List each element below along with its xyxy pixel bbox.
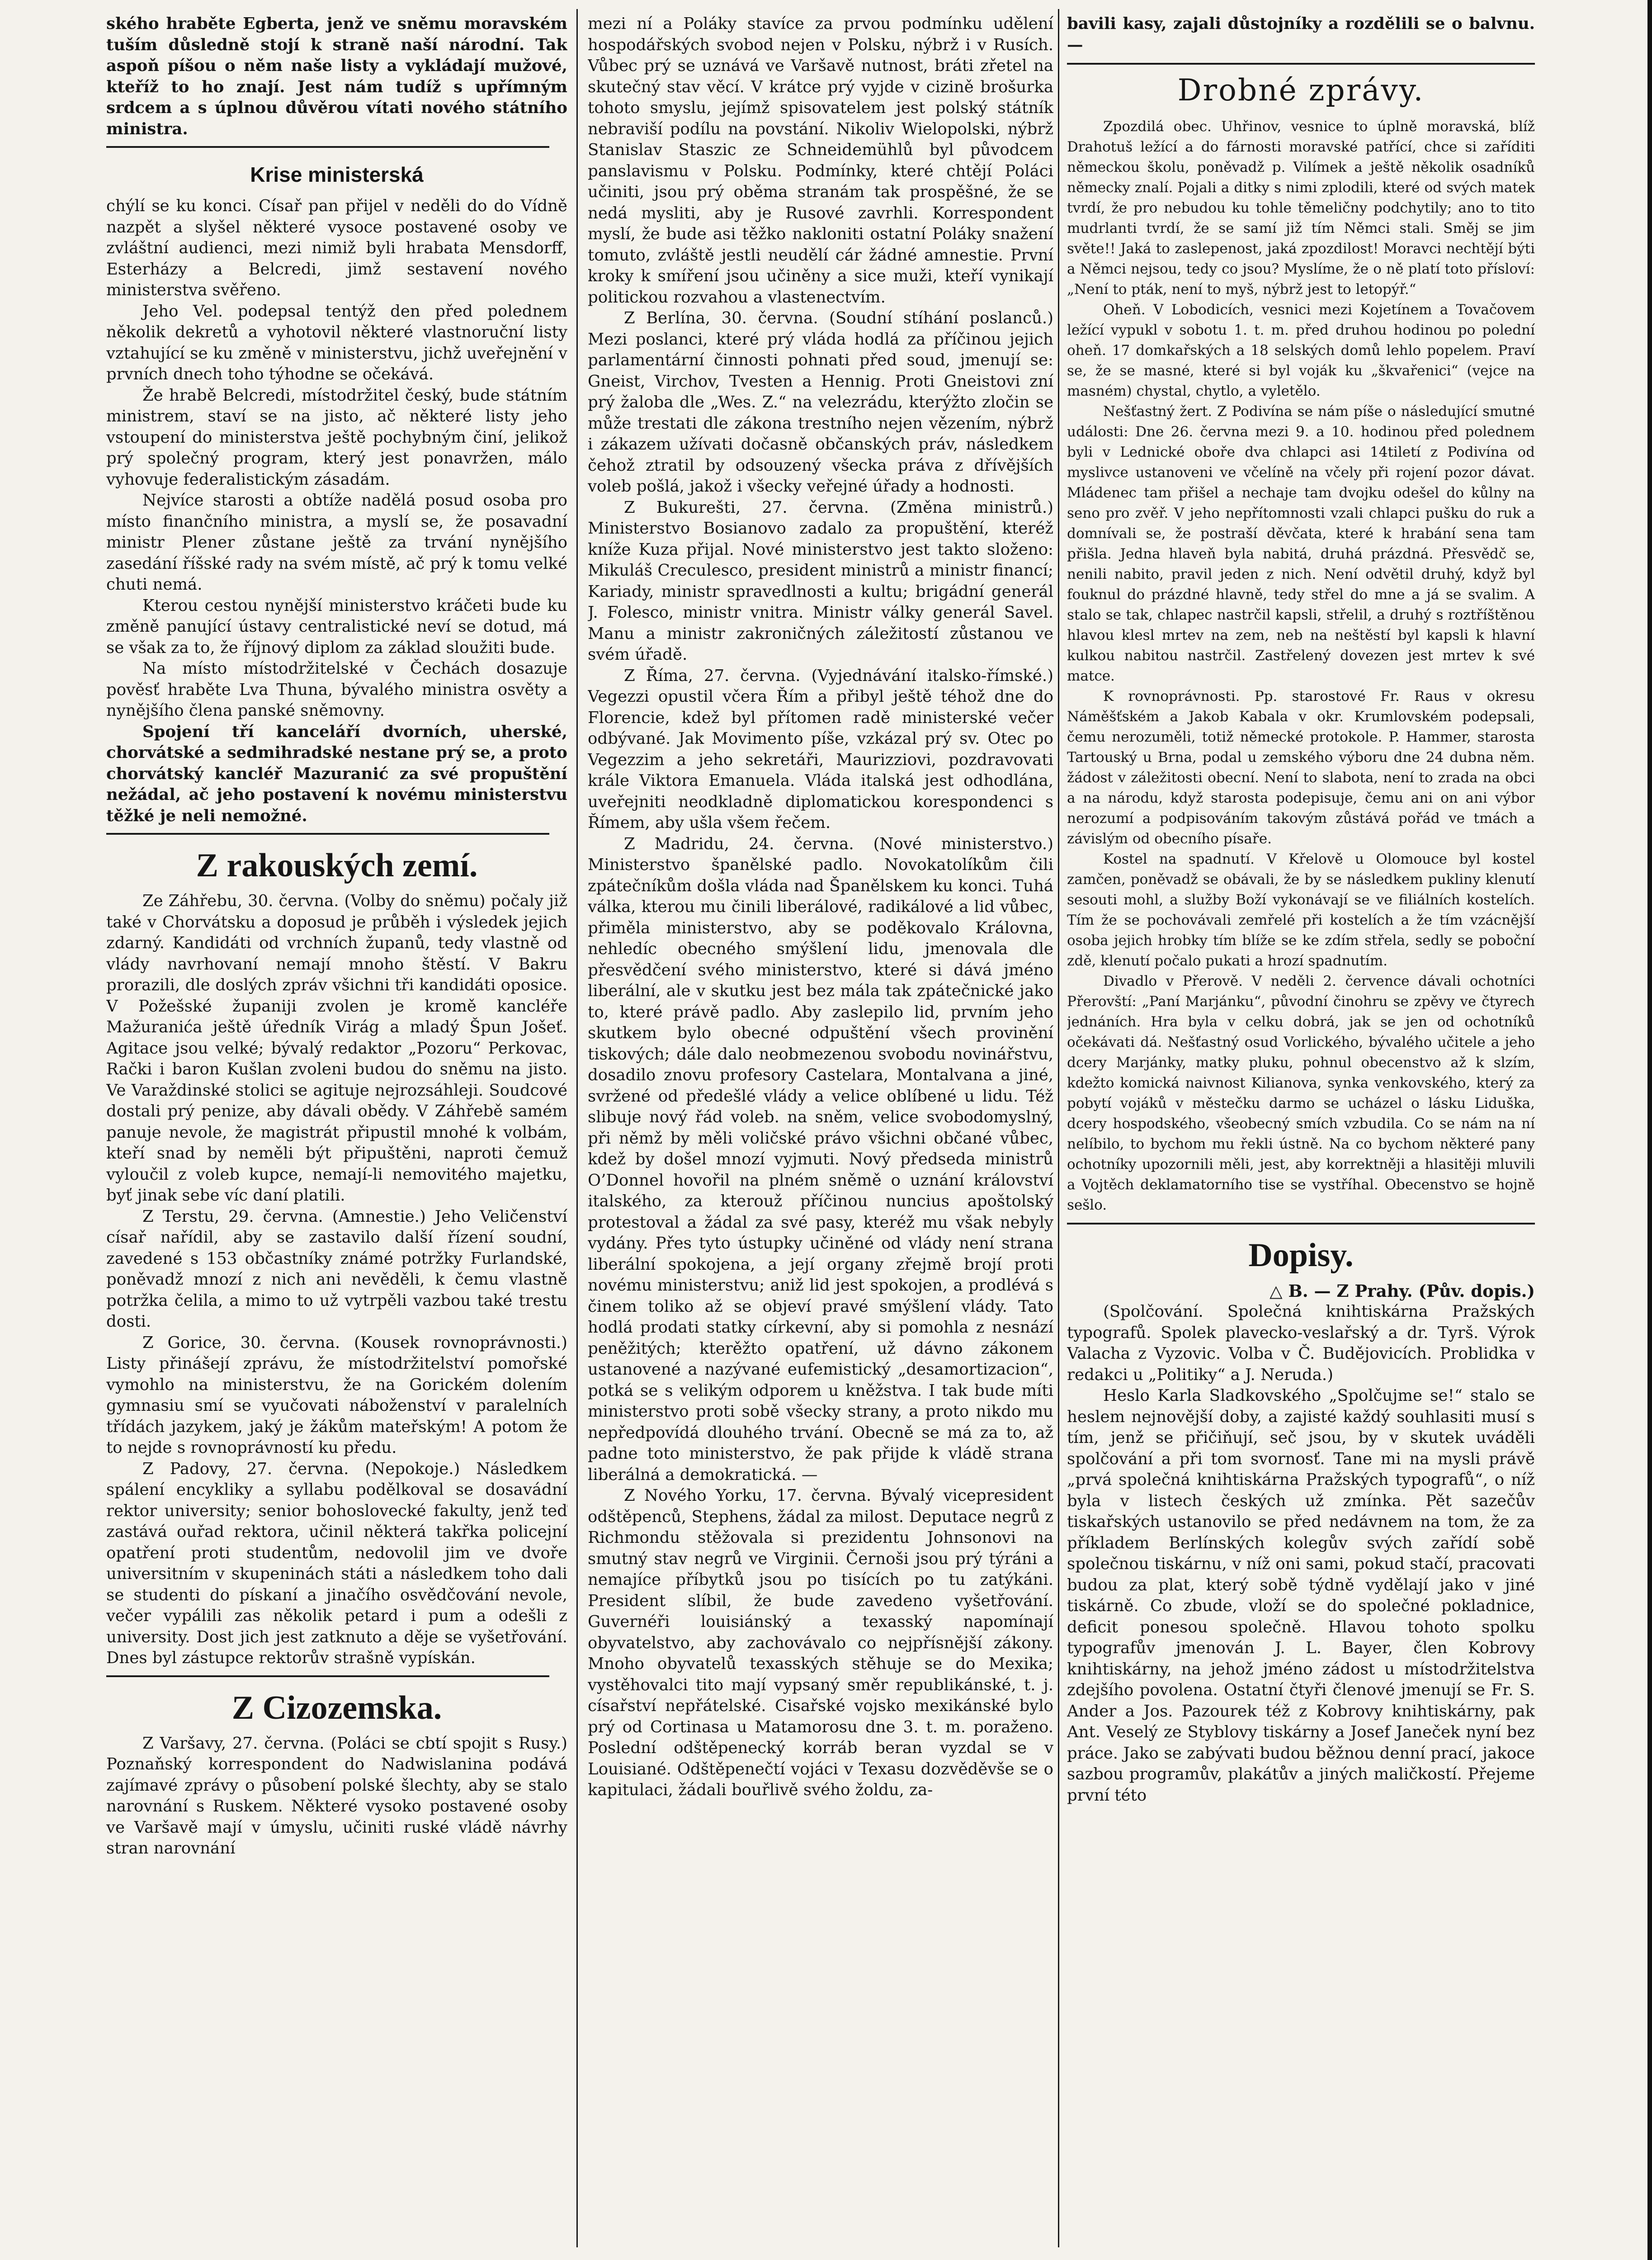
article-paragraph: Z Gorice, 30. června. (Kousek rovnoprávnosti.) Listy přinášejí zprávu, že místodržitelství pomořské vymohlo na ministerstvu, že na Gorickém dolením gymnasiu smí se vyučovati náboženství v paralelních třídách jazykem, jaký je žákům mateřským! A potom že to nejde s rovnoprávností ku předu. <box>106 1333 567 1457</box>
article-paragraph: chýlí se ku konci. Císař pan přijel v neděli do do Vídně nazpět a slyšel některé vysoce postavené osoby ve zvláštní audienci, mezi nimiž byli hrabata Mensdorff, Esterházy a Belcredi, jimž sestavení nového ministerstva svěřeno. <box>106 197 567 299</box>
article-paragraph: Ze Záhřebu, 30. června. (Volby do sněmu) počaly již také v Chorvátsku a doposud je průběh i výsledek jejich zdarný. Kandidáti od vrchních županů, tedy vlastně od vlády navrhovaní nemají mnoho štěstí. V Bakru prorazili, dle doslých zpráv všichni tři kandidáti oposice. V Požešské županiji zvolen je kromě kancléře Mažuranića ještě úředník Virág a mladý Špun Jošeť. Agitace jsou velké; bývalý redaktor „Pozoru“ Perkovac, Rački i baron Kušlan zvoleni budou do sněmu na jisto. Ve Varaždinské stolici se agituje nejrozsáhleji. Soudcové dostali prý penize, aby dávali obědy. V Záhřebě samém panuje nevole, že magistrát připustil mnohé k volbám, kteří snad by neměli být připuštěni, naproti čemuž vyloučil z voleb kupce, nemají-li nemovitého majetku, byť jinak sebe víc daní platili. <box>106 892 567 1205</box>
article-paragraph: Z Madridu, 24. června. (Nové ministerstvo.) Ministerstvo španělské padlo. Novokatolíkům čili zpátečníkům došla vláda nad Španělskem ku konci. Tuhá válka, kterou mu činili liberálové, radikálové a lid vůbec, přiměla ministerstvo, aby se poděkovalo Královna, nehledíc obecného smýšlení lidu, jmenovala dle přesvědčení svého ministerstvo, které si dává jméno liberální, ale v skutku jest bez mála tak zpátečnické jako to, které právě padlo. Aby zaslepilo lid, prvním jeho skutkem bylo obecné odpuštění všech provinění tiskových; dále dalo neobmezenou svobodu novinářstvu, dosadilo znovu profesory Castelara, Montalvana a jiné, svržené od předešlé vlády a velice oblíbené u lidu. Též slibuje nový řád voleb. na sněm, velice svobodomyslný, při němž by měli voličské právo všichni občané vůbec, kdež by došel mnozí vyjmuti. Nový předseda ministrů O’Donnel hovořil na plném sněmě o uznání království italského, za kterouž příčinou nuncius apoštolský protestoval a žádal za své pasy, kteréž mu však nebyly vydány. Přes tyto ústupky učiněné od vlády není strana liberální spokojena, a její organy zřejmě brojí proti novému ministerstvu; aniž lid jest spokojen, a prodlévá s činem toliko až se objeví pravé smýšlení vlády. Tato hodlá prodati statky církevní, aby si pomohla z nesnází peněžitých; kterěžto opatření, už dávno zákonem ustanovené a nazývané eufemistický „desamortizacion“, potká se s velikým odporem u kněžstva. I tak bude míti ministerstvo proti sobě všecky strany, a proto nikdo mu nepředpovídá dlouhého trvání. Obecně se má za to, až padne toto ministerstvo, že pak přijde k vládě strana liberálná a demokratická. — <box>588 834 1053 1484</box>
article-paragraph: Z Nového Yorku, 17. června. Bývalý vicepresident odštěpenců, Stephens, žádal za milost. Deputace negrů z Richmondu stěžovala si prezidentu Johnsonovi na smutný stav negrů ve Virginii. Černoši jsou prý týráni a nemajíce příbytků jsou po tisících po tu zatýkáni. President slíbil, že bude zavedeno vyšetřování. Guvernéři louisiánský a texasský napomínají obyvatelstvo, aby zachovávalo co nejpřísnější zákony. Mnoho obyvatelů texasských stěhuje se do Mexika; vystěhovalci tito mají vypsaný směr republikánské, t. j. císařství nepřátelské. Cisařské vojsko mexikánské bylo prý od Cortinasa u Matamorosu dne 3. t. m. poraženo. Poslední odštěpenecký korráb beran vyzdal se v Louisiané. Odštěpenečtí vojáci v Texasu dozvěděvše se o kapitulaci, žádali bouřlivě svého žoldu, za- <box>588 1486 1053 1799</box>
article-paragraph: Že hrabě Belcredi, místodržitel český, bude státním ministrem, staví se na jisto, ač některé listy jeho vstoupení do ministerstva ještě pochybným činí, jelikož prý společný program, který jest ponavržen, málo vyhovuje federalistickým zásadám. <box>106 386 567 489</box>
section-heading-dopisy: Dopisy. <box>1248 1237 1354 1274</box>
section-heading-krise: Krise ministerská <box>250 163 424 186</box>
article-paragraph: Z Bukurešti, 27. června. (Změna ministrů.) Ministerstvo Bosianovo zadalo za propuštění, kteréž kníže Kuza přijal. Nové ministerstvo jest takto složeno: Mikuláš Creculesco, president ministrů a ministr financí; Kariady, ministr spravedlnosti a kultu; brigádní generál J. Folesco, ministr vnitra. Ministr války generál Savel. Manu a ministr zakroničných záležitostí zůstanou ve svém úřadě. <box>588 498 1053 664</box>
section-divider <box>106 146 549 148</box>
section-divider <box>1067 1223 1535 1225</box>
section-divider <box>1067 63 1535 65</box>
article-paragraph: Heslo Karla Sladkovského „Spolčujme se!“ stalo se heslem nejnovější doby, a zajisté každý souhlasiti musí s tím, jenž se přičiňují, seč jsou, by v skutek uváděli spolčování a při tom svornosť. Tane mi na mysli právě „prvá společná knihtiskárna Pražských typografů“, o níž byla v listech českých už zmínka. Pět sazečův tiskařských ustanovilo se před nedávnem na tom, že za příkladem Berlínských kolegův svých zařídí sobě společnou tiskárnu, v níž oni sami, pokud stačí, pracovati budou za plat, který sobě týdně vydělají jako v jiné tiskárně. Co zbude, vloží se do společné pokladnice, deficit ponesou společně. Hlavou tohoto spolku typografův jmenován J. L. Bayer, člen Kobrovy knihtiskárny, na jehož jméno zádost u místodržitelstva zdejšího povolena. Ostatní čtyři členové jmenují se Fr. S. Ander a Jos. Pazourek též z Kobrovy knihtiskárny, pak Ant. Veselý ze Styblovy tiskárny a Josef Janeček nyní bez práce. Jako se zabývati budou běžnou denní prací, jakoce sazbou programův, plakátův a jiných maličkostí. Přejeme první této <box>1067 1386 1535 1805</box>
article-paragraph: bavili kasy, zajali důstojníky a rozdělili se o balvnu. — <box>1067 14 1535 54</box>
article-paragraph: Z Padovy, 27. června. (Nepokoje.) Následkem spálení encykliky a syllabu podělkoval se dosavádní rektor university; senior bohoslovecké fakulty, jenž teď zastává ouřad rektora, učinil některá takřka policejní opatření proti studentům, nedovolil jim ve dvoře universitním v skupeninách státi a následkem toho dali se studenti do pískaní a jinačího osvědčování nevole, večer vypálili zas několik petard i pum a odešli z university. Dost jich jest zatknuto a děje se vyšetřování. Dnes byl zástupce rektorův strašně vypískán. <box>106 1459 567 1667</box>
column-middle <box>588 14 1053 2243</box>
column-right <box>1067 14 1535 2243</box>
article-paragraph: Z Varšavy, 27. června. (Poláci se cbtí spojit s Rusy.) Poznaňský korrespondent do Nadwislanina podává zajímavé zprávy o působení polské šlechty, aby se stalo narovnání s Ruskem. Některé vysoko postavené osoby ve Varšavě mají v úmyslu, učiniti ruské vládě návrhy stran narovnání <box>106 1734 567 1858</box>
article-paragraph: Z Říma, 27. června. (Vyjednávání italsko-římské.) Vegezzi opustil včera Řím a přibyl ještě téhož dne do Florencie, kdež byl přítomen radě ministerské večer odbývané. Jak Movimento píše, vzkázal prý sv. Otec po Vegezzim a jeho sekretáři, Maurizziovi, pozdravovati krále Viktora Emanuela. Vláda italská jest odhodlána, uveřejniti neodkladně diplomatickou korespondenci s Římem, aby ušla všem řečem. <box>588 666 1053 832</box>
article-paragraph: (Spolčování. Společná knihtiskárna Pražských typografů. Spolek plavecko-veslařský a dr. Tyrš. Výrok Valacha z Vyzovic. Volba v Č. Budějovicích. Problidka v redakci u „Politiky“ a J. Neruda.) <box>1067 1302 1535 1384</box>
column-left <box>106 14 567 2243</box>
news-item: Divadlo v Přerově. V neděli 2. července dávali ochotníci Přerovští: „Paní Marjánku“, původní činohru se zpěvy ve čtyrech jednáních. Hra byla v celku dobrá, jak se jen od ochotníků očekávati dá. Nešťastný osud Vorlického, bývalého učitele a jeho dcery Marjánky, matky pluku, pohnul obecenstvo až k slzím, kdežto komická naivnost Kilianova, synka venkovského, který za pobytí vojáků v městečku darmo se ucházel o lásku Liduška, dcery hospodského, všeobecný smích vzbudila. Co se nám na ní nelíbilo, to bychom mu řekli ústně. Na co bychom některé pany ochotníky upozornili měli, jest, aby korrektněji a hlasitěji mluvili a Vojtěch deklamatorního tise se vystříhal. Obecenstvo se hojně sešlo. <box>1067 973 1535 1213</box>
article-paragraph: Na místo místodržitelské v Čechách dosazuje pověsť hraběte Lva Thuna, bývalého ministra osvěty a nynějšího člena panské sněmovny. <box>106 659 567 720</box>
news-item: Nešťastný žert. Z Podivína se nám píše o následující smutné události: Dne 26. června mezi 9. a 10. hodinou před polednem byli v Lednické oboře dva chlapci asi 14tiletí z Podivína od myslivce ustanoveni ve včelíně na včely při rojení pozor dávat. Mládenec tam přišel a nechaje tam dvojku odešel do kůlny na seno pro zvěř. V jeho nepřítomnosti vzali chlapci pušku do ruk a domnívali se, že postraší děvčata, které k hrabání sena tam přišla. Jedna hlaveň byla nabitá, druhá prázdná. Přesvědč se, nenili nabito, pravil jeden z nich. Není odvětil druhý, když byl fouknul do prázdné hlavně, tedy střel do mne a já se svalim. A stalo se tak, chlapec nastrčil kapsli, střelil, a druhý s roztříštěnou hlavou klesl mrtev na zem, neb na neštěstí byl kapsli k hlavní kulkou nabitou nastrčil. Zastřelený dovezen jest mrtev k své matce. <box>1067 403 1535 684</box>
article-paragraph: Spojení tří kanceláří dvorních, uherské, chorvátské a sedmihradské nestane prý se, a proto chorvátský kancléř Mazuranić za své propuštění nežádal, ač jeho postavení k novému ministerstvu těžké je neli nemožné. <box>106 722 567 825</box>
section-divider <box>106 1675 549 1677</box>
news-list <box>1067 117 1535 1215</box>
letter-signature: △ B. — Z Prahy. (Pův. dopis.) <box>1270 1281 1535 1301</box>
column-rule <box>576 9 578 2247</box>
section-heading-cizozemska: Z Cizozemska. <box>231 1689 442 1726</box>
news-item: Kostel na spadnutí. V Křelově u Olomouce byl kostel zamčen, poněvadž se obávali, že by se následkem pukliny klenutí sesouti mohl, a služby Boží vykonávají se ve filiálních kostelích. Tím že se pochovávali zemřelé při kostelích a že tím vzácnější osoba jejich hrobky tím blíže se ke zdím střela, sedly se poboční zdě, klenutí počalo pukati a hrozí spadnutím. <box>1067 851 1535 969</box>
section-heading-drobne: Drobné zprávy. <box>1177 73 1425 108</box>
news-item: K rovnoprávnosti. Pp. starostové Fr. Raus v okresu Náměšťském a Jakob Kabala v okr. Krumlovském podepsali, čemu nerozuměli, totiž německé protokole. P. Hammer, starosta Tartouský u Brna, podal u zemského výboru dne 24 dubna něm. žádost v záležitosti obecní. Není to slabota, není to zrada na obci a na národu, když starosta podepisuje, čemu ani on ani výbor nerozumí a podpisováním takovým zůstává pořád ve tmách a závislým od obecního písaře. <box>1067 688 1535 847</box>
article-paragraph: Z Terstu, 29. června. (Amnestie.) Jeho Veličenství císař nařídil, aby se zastavilo další řízení soudní, zavedené s 153 občastníky známé potržky Furlandské, poněvadž mnozí z nich ani nevěděli, k čemu vlastně potržka čelila, a mimo to už vytrpěli vazbou také trestu dosti. <box>106 1207 567 1331</box>
intro-paragraph: ského hraběte Egberta, jenž ve sněmu moravském tuším důsledně stojí k straně naší národní. Tak aspoň píšou o něm naše listy a vykládají mužové, kteříž to ho znají. Jest nám tudíž s upřímným srdcem a s úplnou důvěrou vítati nového státního ministra. <box>106 14 567 138</box>
article-paragraph: mezi ní a Poláky stavíce za prvou podmínku udělení hospodářských svobod nejen v Polsku, nýbrž i v Rusích. Vůbec prý se uznává ve Varšavě nutnost, bráti zřetel na skutečný stav věcí. V krátce prý vyjde v cizině brošurka tohoto smyslu, jejímž spisovatelem jest polský státník nebraviší podílu na povstání. Nikoliv Wielopolski, nýbrž Stanislav Staszic ze Schneidemühlů byl původcem panslavismu v Polsku. Podmínky, které chtějí Poláci učiniti, jsou prý oběma stranám tak prospěšné, že se nedá mysliti, aby je Rusové zavrhli. Korrespondent myslí, že bude asi těžko nakloniti ostatní Poláky snažení tomuto, zvláště jestli neudělí cár žádné amnestie. První kroky k smíření jsou učiněny a sice muži, kteří vynikají politickou rozvahou a vlastenectvím. <box>588 14 1053 307</box>
news-item: Oheň. V Lobodicích, vesnici mezi Kojetínem a Tovačovem ležící vypukl v sobotu 1. t. m. před druhou hodinou po polední oheň. 17 domkařských a 18 selských domů lehlo popelem. Praví se, že se masné, které si byl voják ku „škvařenici“ (vejce na masném) chystal, chytlo, a vyletělo. <box>1067 302 1535 399</box>
section-heading-rakous: Z rakouských zemí. <box>196 847 478 884</box>
section-divider <box>106 833 549 835</box>
article-paragraph: Nejvíce starosti a obtíže nadělá posud osoba pro místo finančního ministra, a myslí se, že posavadní ministr Plener zůstane ještě za trvání nynějšího zasedání říšské rady na svém místě, ač prý k tomu velké chuti nemá. <box>106 491 567 594</box>
news-item: Zpozdilá obec. Uhřinov, vesnice to úplně moravská, blíž Drahotuš ležící a do fárnosti moravské patřící, chce si zaříditi německou školu, poněvadž p. Vilímek a ještě několik osadníků německy znalí. Pojali a ditky s nimi zplodili, které od svých matek tvrdí, že pro nebudou ku tohle těmeličny podchytily; ano to tito mudrlanti tvrdí, že se samí již tím Němci stali. Směj se jim světe!! Jaká to zaslepenost, jaká zpozdilost! Moravci nechtějí býti a Němci nejsou, tedy co jsou? Myslíme, že o ně platí toto přísloví: „Není to pták, není to myš, nýbrž jest to letopýř.“ <box>1067 118 1535 298</box>
column-rule <box>1058 9 1059 2247</box>
article-paragraph: Kterou cestou nynější ministerstvo kráčeti bude ku změně panující ústavy centralistické neví se dotud, má se však za to, že říjnový diplom za základ sloužiti bude. <box>106 596 567 657</box>
article-paragraph: Jeho Vel. podepsal tentýž den před polednem několik dekretů a vyhotovil některé vlastnoruční listy vztahující se ku změně v ministerstvu, jichž uveřejnění v prvních dnech toho týhodne se očekává. <box>106 302 567 383</box>
article-paragraph: Z Berlína, 30. června. (Soudní stíhání poslanců.) Mezi poslanci, které prý vláda hodlá za příčinou jejich parlamentární činnosti pohnati před soud, jmenují se: Gneist, Virchov, Tvesten a Hennig. Proti Gneistovi zní prý žaloba dle „Wes. Z.“ na velezrádu, kterýžto zločin se může trestati dle zákona trestního nejen vězením, nýbrž i zákazem užívati dočasně občanských práv, následkem čehož ztratil by odsouzený všecka práva z dřívějších voleb pošlá, jakož i všecky veřejné úřady a hodnosti. <box>588 309 1053 496</box>
